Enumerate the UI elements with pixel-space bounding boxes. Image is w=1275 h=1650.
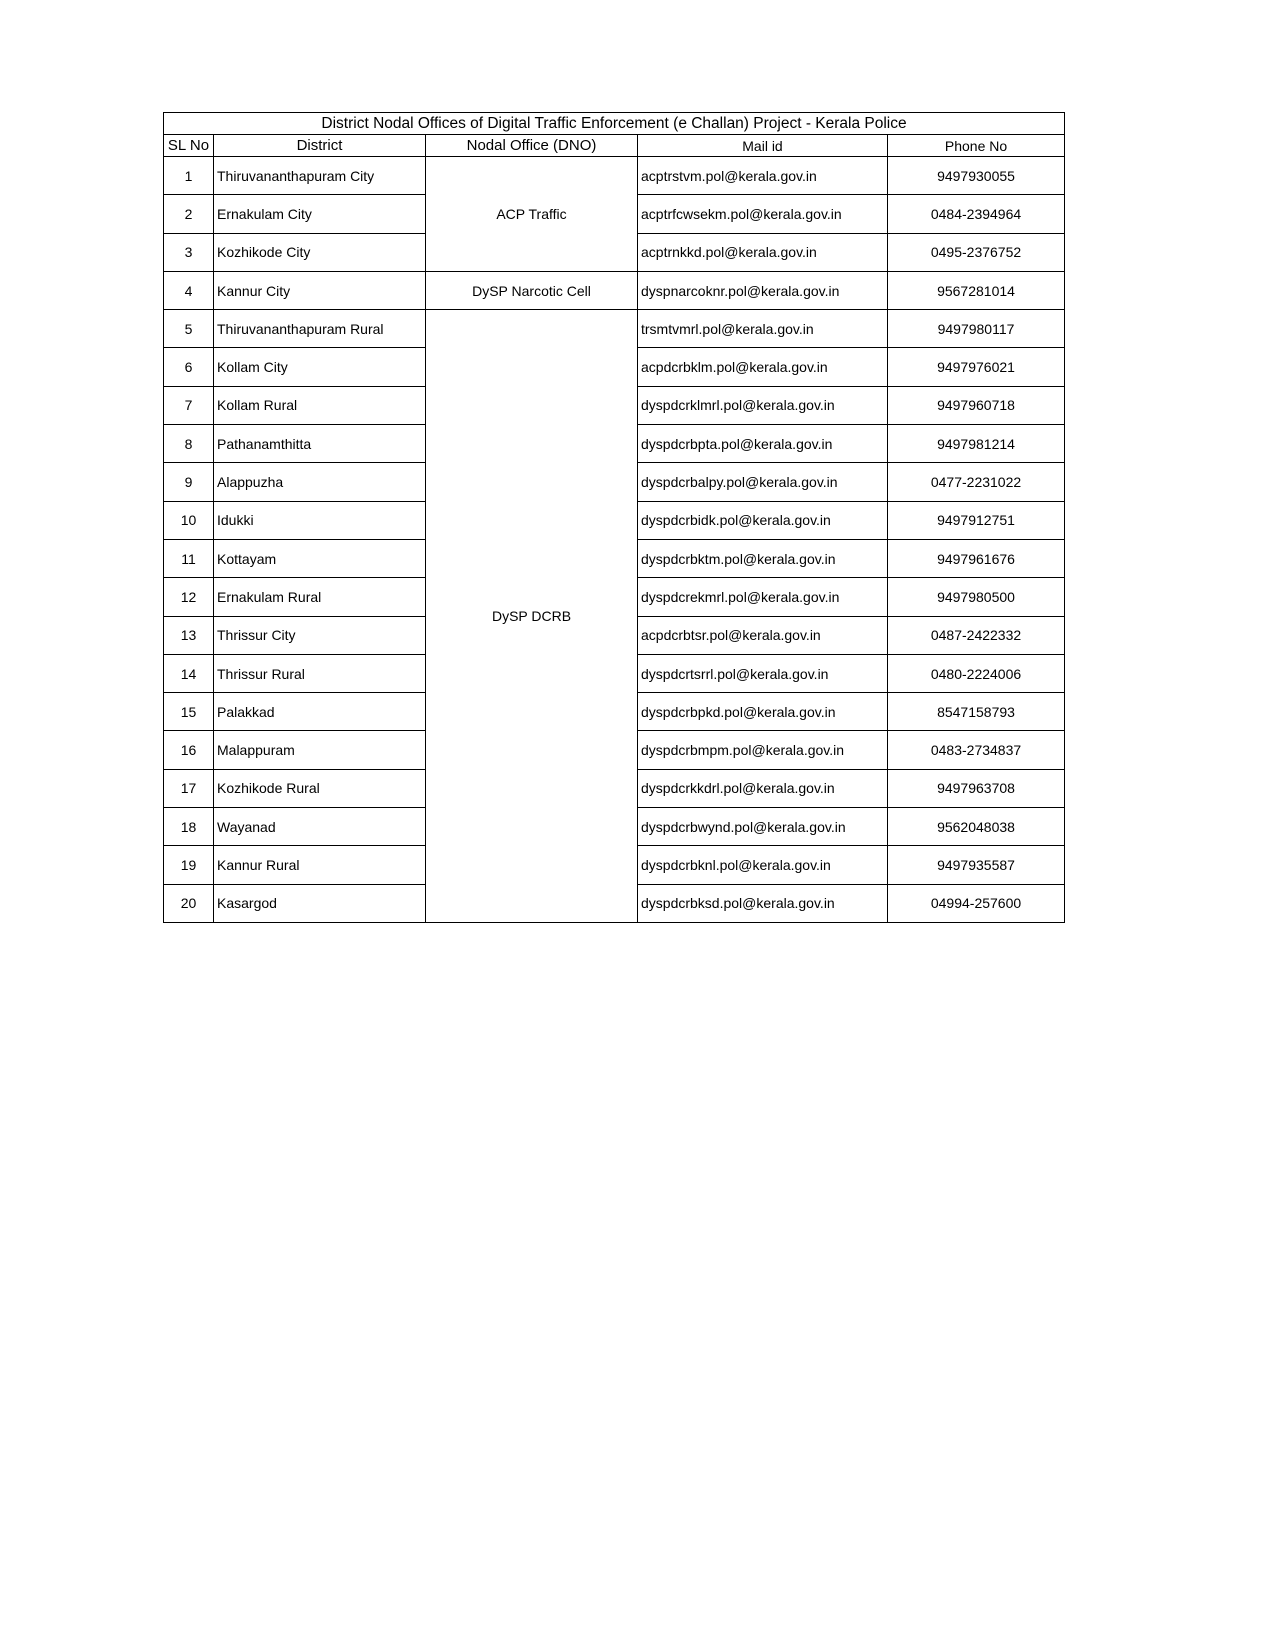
- phone-cell: 9497976021: [888, 348, 1065, 386]
- mail-cell: dyspdcrbmpm.pol@kerala.gov.in: [638, 731, 888, 769]
- phone-cell: 9497935587: [888, 846, 1065, 884]
- district-cell: Kannur City: [214, 271, 426, 309]
- district-cell: Kasargod: [214, 884, 426, 922]
- phone-cell: 0480-2224006: [888, 654, 1065, 692]
- mail-cell: dyspdcrbktm.pol@kerala.gov.in: [638, 539, 888, 577]
- sl-no-cell: 14: [164, 654, 214, 692]
- phone-cell: 9497981214: [888, 425, 1065, 463]
- mail-cell: dyspdcrekmrl.pol@kerala.gov.in: [638, 578, 888, 616]
- header-district: District: [214, 135, 426, 157]
- mail-cell: dyspdcrklmrl.pol@kerala.gov.in: [638, 386, 888, 424]
- sl-no-cell: 2: [164, 195, 214, 233]
- phone-cell: 9497980117: [888, 310, 1065, 348]
- district-cell: Ernakulam City: [214, 195, 426, 233]
- district-cell: Thiruvananthapuram Rural: [214, 310, 426, 348]
- phone-cell: 9497930055: [888, 157, 1065, 195]
- mail-cell: dyspdcrbalpy.pol@kerala.gov.in: [638, 463, 888, 501]
- sl-no-cell: 16: [164, 731, 214, 769]
- district-cell: Malappuram: [214, 731, 426, 769]
- sl-no-cell: 20: [164, 884, 214, 922]
- nodal-offices-table: [163, 112, 1065, 923]
- phone-cell: 0487-2422332: [888, 616, 1065, 654]
- sl-no-cell: 6: [164, 348, 214, 386]
- district-cell: Idukki: [214, 501, 426, 539]
- sl-no-cell: 3: [164, 233, 214, 271]
- mail-cell: dyspdcrbidk.pol@kerala.gov.in: [638, 501, 888, 539]
- phone-cell: 0483-2734837: [888, 731, 1065, 769]
- phone-cell: 9497980500: [888, 578, 1065, 616]
- district-cell: Wayanad: [214, 808, 426, 846]
- district-cell: Ernakulam Rural: [214, 578, 426, 616]
- district-cell: Kollam City: [214, 348, 426, 386]
- phone-cell: 9562048038: [888, 808, 1065, 846]
- sl-no-cell: 7: [164, 386, 214, 424]
- district-cell: Thrissur City: [214, 616, 426, 654]
- sl-no-cell: 5: [164, 310, 214, 348]
- phone-cell: 0477-2231022: [888, 463, 1065, 501]
- mail-cell: acptrfcwsekm.pol@kerala.gov.in: [638, 195, 888, 233]
- sl-no-cell: 18: [164, 808, 214, 846]
- phone-cell: 9497961676: [888, 539, 1065, 577]
- mail-cell: dyspdcrbknl.pol@kerala.gov.in: [638, 846, 888, 884]
- mail-cell: dyspdcrbpkd.pol@kerala.gov.in: [638, 693, 888, 731]
- district-cell: Kannur Rural: [214, 846, 426, 884]
- header-nodal-office: Nodal Office (DNO): [426, 135, 638, 157]
- nodal-office-cell: DySP DCRB: [426, 310, 638, 923]
- table-title: District Nodal Offices of Digital Traffic Enforcement (e Challan) Project - Kerala Police: [164, 113, 1065, 135]
- header-sl-no: SL No: [164, 135, 214, 157]
- sl-no-cell: 9: [164, 463, 214, 501]
- mail-cell: acpdcrbtsr.pol@kerala.gov.in: [638, 616, 888, 654]
- table-row: [164, 310, 1065, 348]
- sl-no-cell: 4: [164, 271, 214, 309]
- table-title-row: [164, 113, 1065, 135]
- sl-no-cell: 13: [164, 616, 214, 654]
- sl-no-cell: 1: [164, 157, 214, 195]
- phone-cell: 9497960718: [888, 386, 1065, 424]
- nodal-office-cell: DySP Narcotic Cell: [426, 271, 638, 309]
- district-cell: Thrissur Rural: [214, 654, 426, 692]
- sl-no-cell: 12: [164, 578, 214, 616]
- mail-cell: dyspdcrkkdrl.pol@kerala.gov.in: [638, 769, 888, 807]
- mail-cell: dyspdcrbksd.pol@kerala.gov.in: [638, 884, 888, 922]
- phone-cell: 9567281014: [888, 271, 1065, 309]
- table-header-row: [164, 135, 1065, 157]
- header-phone-no: Phone No: [888, 135, 1065, 157]
- district-cell: Pathanamthitta: [214, 425, 426, 463]
- phone-cell: 9497963708: [888, 769, 1065, 807]
- district-cell: Kottayam: [214, 539, 426, 577]
- mail-cell: acpdcrbklm.pol@kerala.gov.in: [638, 348, 888, 386]
- sl-no-cell: 17: [164, 769, 214, 807]
- nodal-office-cell: ACP Traffic: [426, 157, 638, 272]
- district-cell: Kozhikode City: [214, 233, 426, 271]
- mail-cell: trsmtvmrl.pol@kerala.gov.in: [638, 310, 888, 348]
- district-cell: Alappuzha: [214, 463, 426, 501]
- table-row: [164, 271, 1065, 309]
- phone-cell: 0484-2394964: [888, 195, 1065, 233]
- mail-cell: dyspdcrbpta.pol@kerala.gov.in: [638, 425, 888, 463]
- sl-no-cell: 19: [164, 846, 214, 884]
- phone-cell: 8547158793: [888, 693, 1065, 731]
- district-cell: Palakkad: [214, 693, 426, 731]
- district-cell: Kozhikode Rural: [214, 769, 426, 807]
- sl-no-cell: 8: [164, 425, 214, 463]
- sl-no-cell: 10: [164, 501, 214, 539]
- phone-cell: 9497912751: [888, 501, 1065, 539]
- table-row: [164, 157, 1065, 195]
- mail-cell: dyspnarcoknr.pol@kerala.gov.in: [638, 271, 888, 309]
- district-cell: Kollam Rural: [214, 386, 426, 424]
- sl-no-cell: 11: [164, 539, 214, 577]
- header-mail-id: Mail id: [638, 135, 888, 157]
- phone-cell: 04994-257600: [888, 884, 1065, 922]
- sl-no-cell: 15: [164, 693, 214, 731]
- district-cell: Thiruvananthapuram City: [214, 157, 426, 195]
- mail-cell: dyspdcrtsrrl.pol@kerala.gov.in: [638, 654, 888, 692]
- mail-cell: acptrstvm.pol@kerala.gov.in: [638, 157, 888, 195]
- phone-cell: 0495-2376752: [888, 233, 1065, 271]
- mail-cell: acptrnkkd.pol@kerala.gov.in: [638, 233, 888, 271]
- mail-cell: dyspdcrbwynd.pol@kerala.gov.in: [638, 808, 888, 846]
